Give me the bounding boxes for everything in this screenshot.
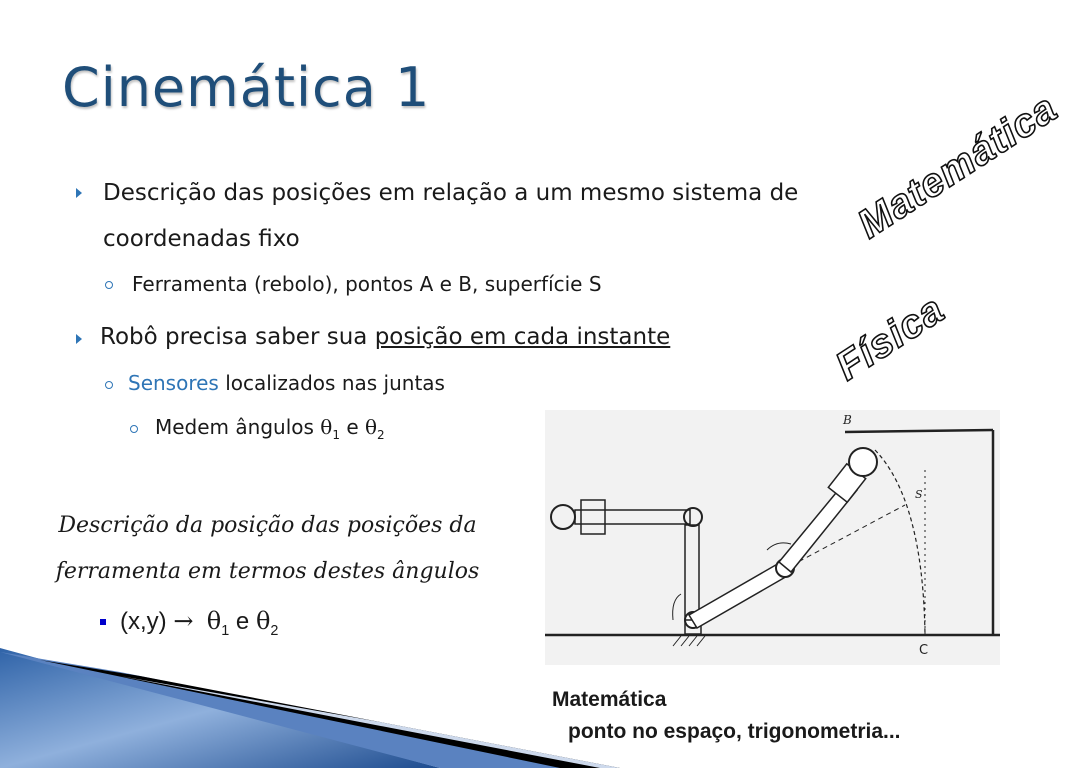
sub-bullet-icon bbox=[105, 281, 113, 289]
sub-bullet-3: Medem ângulos $\theta_1$ e $\theta_2$ bbox=[155, 415, 385, 442]
figure-label-c: C bbox=[919, 643, 929, 658]
square-bullet-icon bbox=[100, 619, 106, 625]
sub-bullet-2 bbox=[128, 371, 445, 395]
sub-bullet-1: Ferramenta (rebolo), pontos A e B, superfície S bbox=[132, 272, 602, 296]
bullet-2-text: Robô precisa saber sua bbox=[100, 324, 375, 350]
bottom-title: Matemática bbox=[552, 688, 667, 711]
bullet-arrow-icon bbox=[76, 334, 82, 344]
stamp-matematica: Matemática bbox=[850, 85, 1066, 247]
xy-theta-mapping: $(x,y) \to \theta_1$ e $\theta_2$ bbox=[120, 607, 279, 639]
sensores-highlight: Sensores bbox=[128, 371, 219, 395]
figure-label-b: B bbox=[843, 413, 852, 427]
robot-arm-figure bbox=[545, 410, 1000, 665]
italic-description-line-2: ferramenta em termos destes ângulos bbox=[55, 559, 480, 584]
sub-bullet-icon bbox=[130, 425, 138, 433]
italic-description-line-1: Descrição da posição das posições da bbox=[58, 513, 477, 538]
sub-bullet-icon bbox=[105, 381, 113, 389]
sub-bullet-2-text: localizados nas juntas bbox=[218, 371, 445, 395]
figure-label-s: S bbox=[915, 488, 923, 501]
bullet-2-underlined: posição em cada instante bbox=[374, 324, 671, 350]
bottom-text: ponto no espaço, trigonometria... bbox=[568, 720, 901, 743]
stamp-fisica: Física bbox=[828, 286, 953, 389]
page-title: Cinemática 1 bbox=[62, 56, 431, 119]
bullet-1-line-2: coordenadas fixo bbox=[103, 226, 300, 252]
bullet-2 bbox=[100, 314, 670, 360]
bullet-arrow-icon bbox=[76, 188, 82, 198]
bullet-1-line-1: Descrição das posições em relação a um mesmo sistema de bbox=[103, 180, 799, 206]
